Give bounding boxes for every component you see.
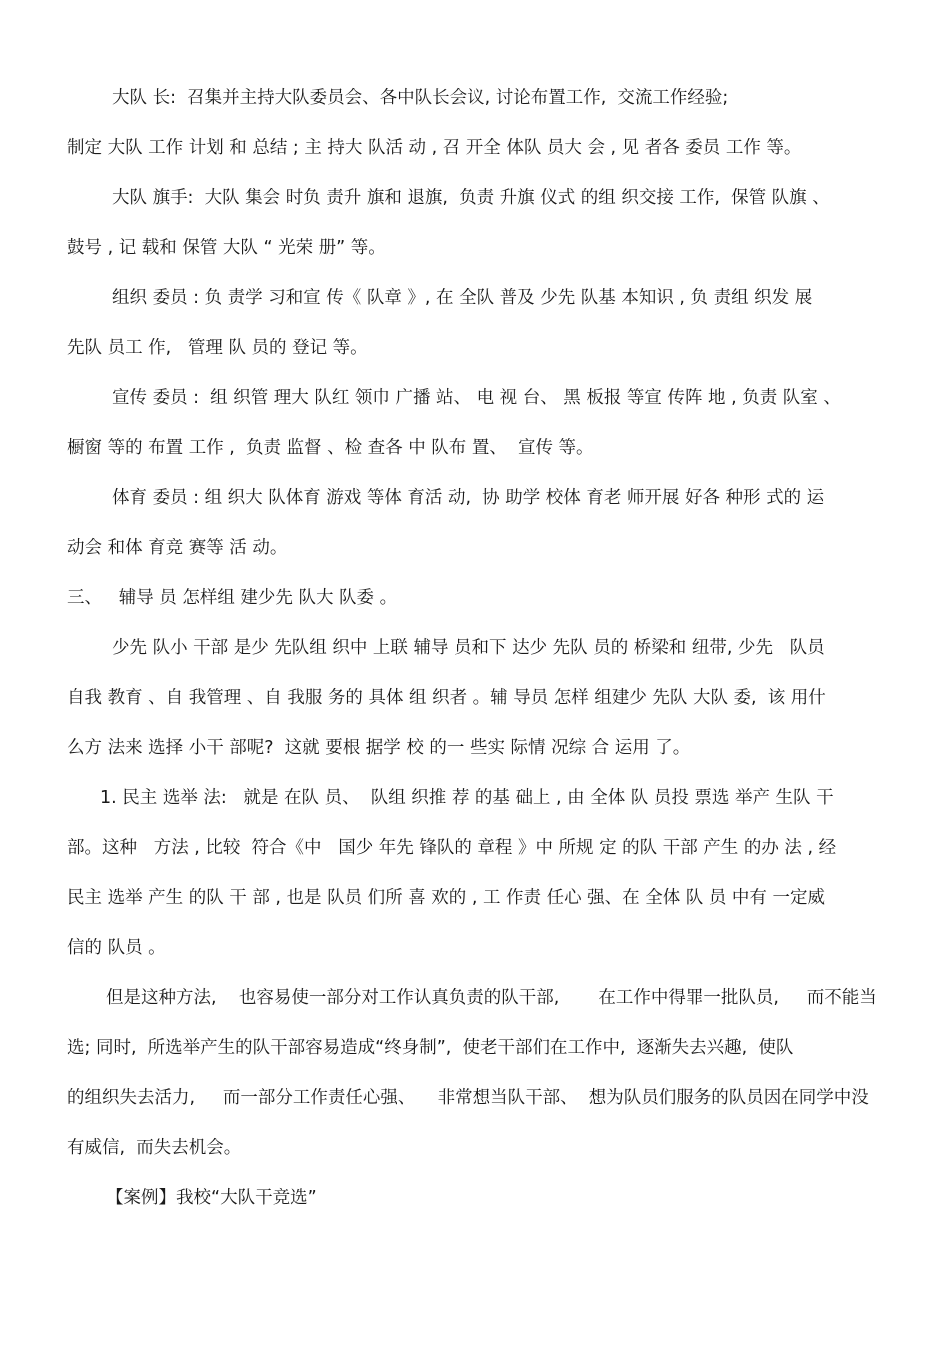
text-line-18: 信的 队员 。 — [67, 938, 166, 958]
text-line-22: 有威信, 而失去机会。 — [67, 1138, 242, 1158]
text-line-21: 的组织失去活力, 而一部分工作责任心强、 非常想当队干部、 想为队员们服务的队员因在同学中没 — [67, 1088, 869, 1108]
case-heading: 【案例】我校“大队干竞选” — [106, 1188, 317, 1208]
text-line-13: 自我 教育 、自 我管理 、自 我服 务的 具体 组 织者 。辅 导员 怎样 组建少 先队 大队 委, 该 用什 — [67, 688, 826, 708]
section-heading-3: 三、 辅导 员 怎样组 建少先 队大 队委 。 — [67, 588, 398, 608]
text-line-9: 体育 委员 : 组 织大 队体育 游戏 等体 育活 动, 协 助学 校体 育老 师开展 好各 种形 式的 运 — [112, 488, 825, 508]
text-line-6: 先队 员工 作, 管理 队 员的 登记 等。 — [67, 338, 368, 358]
text-line-19: 但是这种方法, 也容易使一部分对工作认真负责的队干部, 在工作中得罪一批队员, 而不能当 — [106, 988, 877, 1008]
text-line-10: 动会 和体 育竞 赛等 活 动。 — [67, 538, 288, 558]
text-line-2: 制定 大队 工作 计划 和 总结 ; 主 持大 队活 动 , 召 开全 体队 员大 会 , 见 者各 委员 工作 等。 — [67, 138, 802, 158]
text-line-4: 鼓号 , 记 载和 保管 大队 “ 光荣 册” 等。 — [67, 238, 386, 258]
text-line-16: 部。这种 方法 , 比较 符合《中 国少 年先 锋队的 章程 》中 所规 定 的队 干部 产生 的办 法 , 经 — [67, 838, 837, 858]
text-line-20: 选; 同时, 所选举产生的队干部容易造成“终身制”, 使老干部们在工作中, 逐渐失去兴趣, 使队 — [67, 1038, 794, 1058]
text-line-17: 民主 选举 产生 的队 干 部 , 也是 队员 们所 喜 欢的 , 工 作责 任心 强、在 全体 队 员 中有 一定威 — [67, 888, 825, 908]
text-line-15: 1. 民主 选举 法: 就是 在队 员、 队组 织推 荐 的基 础上 , 由 全体 队 员投 票选 举产 生队 干 — [100, 788, 834, 808]
text-line-7: 宣传 委员 : 组 织管 理大 队红 领巾 广播 站、 电 视 台、 黑 板报 等宣 传阵 地 , 负责 队室 、 — [112, 388, 841, 408]
text-line-12: 少先 队小 干部 是少 先队组 织中 上联 辅导 员和下 达少 先队 员的 桥梁和 纽带, 少先 队员 — [112, 638, 825, 658]
text-line-14: 么方 法来 选择 小干 部呢? 这就 要根 据学 校 的一 些实 际情 况综 合 运用 了。 — [67, 738, 691, 758]
text-line-3: 大队 旗手: 大队 集会 时负 责升 旗和 退旗, 负责 升旗 仪式 的组 织交接 工作, 保管 队旗 、 — [112, 188, 830, 208]
text-line-5: 组织 委员 : 负 责学 习和宣 传《 队章 》, 在 全队 普及 少先 队基 本知识 , 负 责组 织发 展 — [112, 288, 813, 308]
text-line-8: 橱窗 等的 布置 工作 , 负责 监督 、检 查各 中 队布 置、 宣传 等。 — [67, 438, 594, 458]
text-line-1: 大队 长: 召集并主持大队委员会、各中队长会议, 讨论布置工作, 交流工作经验; — [112, 88, 729, 108]
